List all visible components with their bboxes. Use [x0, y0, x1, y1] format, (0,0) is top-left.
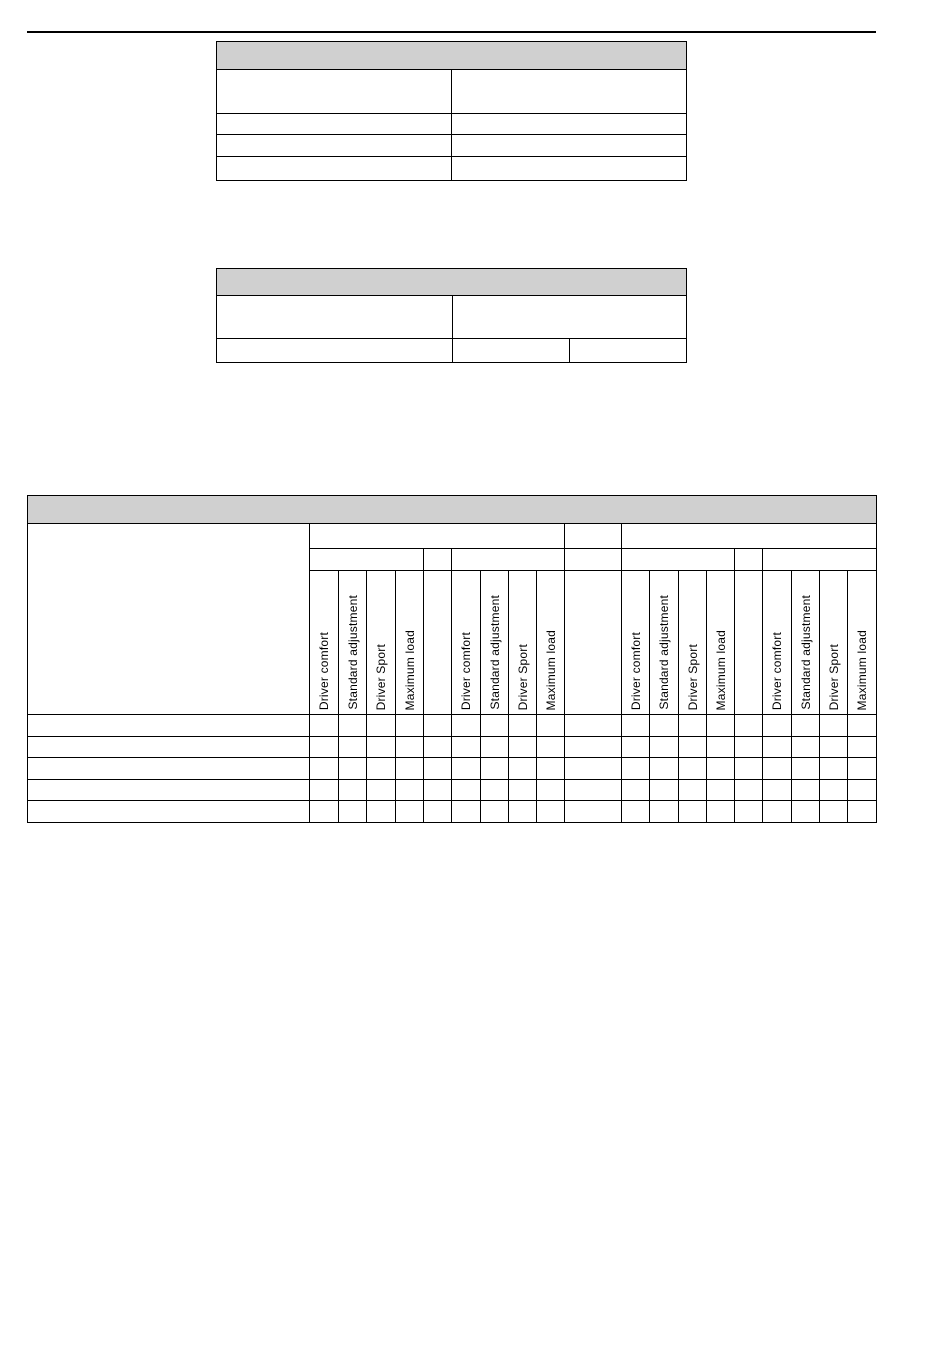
setting-header — [707, 571, 735, 715]
value-cell — [424, 737, 452, 758]
setting-header — [537, 571, 565, 715]
value-cell — [763, 758, 792, 780]
value-cell — [537, 737, 565, 758]
value-cell — [820, 715, 848, 737]
value-cell — [367, 715, 396, 737]
value-cell — [622, 801, 650, 823]
table2-cell — [453, 296, 687, 339]
row-label-cell — [28, 780, 310, 801]
value-cell — [424, 801, 452, 823]
value-cell — [509, 737, 537, 758]
value-cell — [452, 780, 481, 801]
value-cell — [537, 780, 565, 801]
table-row — [28, 715, 877, 737]
table1-cell — [217, 135, 452, 157]
group-header — [565, 524, 622, 549]
value-cell — [792, 780, 820, 801]
table1-cell — [452, 135, 687, 157]
value-cell — [367, 801, 396, 823]
subgroup-header — [452, 549, 565, 571]
value-cell — [537, 715, 565, 737]
table1-cell — [452, 114, 687, 135]
group-header — [310, 524, 565, 549]
value-cell — [735, 715, 763, 737]
value-cell — [707, 758, 735, 780]
form-table-2 — [216, 268, 687, 363]
setting-label: Standard adjustment — [657, 595, 671, 710]
value-cell — [848, 758, 877, 780]
setting-header — [339, 571, 367, 715]
value-cell — [792, 737, 820, 758]
value-cell — [650, 737, 679, 758]
setting-label: Standard adjustment — [798, 595, 813, 710]
value-cell — [848, 780, 877, 801]
value-cell — [820, 737, 848, 758]
setting-label: Driver Sport — [826, 643, 841, 710]
value-cell — [650, 780, 679, 801]
value-cell — [339, 780, 367, 801]
value-cell — [310, 801, 339, 823]
value-cell — [679, 758, 707, 780]
value-cell — [310, 758, 339, 780]
value-cell — [310, 737, 339, 758]
value-cell — [735, 801, 763, 823]
subgroup-header — [622, 549, 735, 571]
value-cell — [848, 801, 877, 823]
group-header — [622, 524, 877, 549]
value-cell — [396, 801, 424, 823]
value-cell — [820, 801, 848, 823]
setting-header — [650, 571, 679, 715]
spacer-cell — [735, 571, 763, 715]
table3-header — [28, 496, 877, 524]
value-cell — [452, 758, 481, 780]
value-cell — [537, 758, 565, 780]
table-row — [28, 737, 877, 758]
value-cell — [707, 715, 735, 737]
value-cell — [679, 780, 707, 801]
table2-cell — [217, 296, 453, 339]
table2-cell — [453, 339, 570, 363]
table2-cell — [217, 339, 453, 363]
row-label-cell — [28, 715, 310, 737]
value-cell — [396, 780, 424, 801]
table1-cell — [217, 157, 452, 181]
value-cell — [679, 715, 707, 737]
row-label-cell — [28, 801, 310, 823]
value-cell — [735, 758, 763, 780]
form-table-1 — [216, 41, 687, 181]
value-cell — [424, 758, 452, 780]
value-cell — [792, 801, 820, 823]
value-cell — [339, 801, 367, 823]
table1-header — [217, 42, 687, 70]
value-cell — [565, 715, 622, 737]
table-row — [28, 801, 877, 823]
value-cell — [735, 780, 763, 801]
setting-label: Driver comfort — [317, 631, 331, 710]
setting-label: Driver comfort — [459, 631, 473, 710]
value-cell — [707, 780, 735, 801]
value-cell — [735, 737, 763, 758]
value-cell — [339, 758, 367, 780]
value-cell — [792, 758, 820, 780]
subgroup-header — [735, 549, 763, 571]
value-cell — [820, 780, 848, 801]
setting-label: Maximum load — [543, 629, 558, 710]
setting-header — [481, 571, 509, 715]
value-cell — [622, 758, 650, 780]
value-cell — [848, 715, 877, 737]
table2-header — [217, 269, 687, 296]
value-cell — [509, 715, 537, 737]
table-row — [28, 758, 877, 780]
value-cell — [339, 715, 367, 737]
setting-label: Driver comfort — [628, 631, 643, 710]
value-cell — [679, 801, 707, 823]
table1-cell — [217, 70, 452, 114]
value-cell — [763, 801, 792, 823]
value-cell — [792, 715, 820, 737]
setting-label: Driver comfort — [770, 631, 784, 710]
settings-matrix-table — [27, 495, 877, 823]
setting-header — [763, 571, 792, 715]
row-label-header — [28, 524, 310, 715]
subgroup-header — [424, 549, 452, 571]
value-cell — [622, 737, 650, 758]
table-row — [28, 780, 877, 801]
setting-label: Maximum load — [855, 629, 870, 710]
value-cell — [622, 780, 650, 801]
setting-label: Driver Sport — [515, 643, 530, 710]
setting-header — [367, 571, 396, 715]
value-cell — [367, 780, 396, 801]
value-cell — [452, 801, 481, 823]
value-cell — [509, 801, 537, 823]
value-cell — [396, 737, 424, 758]
setting-header — [452, 571, 481, 715]
setting-label: Standard adjustment — [345, 595, 360, 710]
value-cell — [481, 780, 509, 801]
table1-cell — [217, 114, 452, 135]
value-cell — [452, 737, 481, 758]
value-cell — [310, 780, 339, 801]
value-cell — [481, 715, 509, 737]
value-cell — [565, 758, 622, 780]
value-cell — [763, 780, 792, 801]
setting-header — [820, 571, 848, 715]
value-cell — [481, 801, 509, 823]
value-cell — [650, 715, 679, 737]
header-rule — [27, 31, 876, 33]
value-cell — [424, 780, 452, 801]
value-cell — [820, 758, 848, 780]
subgroup-header — [763, 549, 877, 571]
value-cell — [481, 737, 509, 758]
spacer-cell — [565, 571, 622, 715]
value-cell — [452, 715, 481, 737]
setting-label: Standard adjustment — [487, 595, 502, 710]
value-cell — [565, 780, 622, 801]
setting-label: Driver Sport — [374, 643, 388, 710]
value-cell — [367, 737, 396, 758]
setting-label: Driver Sport — [685, 643, 700, 710]
value-cell — [424, 715, 452, 737]
value-cell — [310, 715, 339, 737]
value-cell — [537, 801, 565, 823]
value-cell — [707, 801, 735, 823]
subgroup-header — [310, 549, 424, 571]
setting-header — [792, 571, 820, 715]
setting-header — [622, 571, 650, 715]
row-label-cell — [28, 737, 310, 758]
value-cell — [509, 758, 537, 780]
value-cell — [650, 758, 679, 780]
setting-header — [848, 571, 877, 715]
value-cell — [396, 758, 424, 780]
setting-header — [310, 571, 339, 715]
setting-label: Maximum load — [713, 629, 728, 710]
value-cell — [763, 737, 792, 758]
value-cell — [679, 737, 707, 758]
setting-label: Maximum load — [402, 629, 417, 710]
setting-header — [509, 571, 537, 715]
value-cell — [707, 737, 735, 758]
value-cell — [339, 737, 367, 758]
value-cell — [622, 715, 650, 737]
setting-header — [679, 571, 707, 715]
row-label-cell — [28, 758, 310, 780]
value-cell — [509, 780, 537, 801]
subgroup-header — [565, 549, 622, 571]
value-cell — [650, 801, 679, 823]
table1-cell — [452, 70, 687, 114]
value-cell — [848, 737, 877, 758]
spacer-cell — [424, 571, 452, 715]
table2-cell — [570, 339, 687, 363]
value-cell — [481, 758, 509, 780]
setting-header — [396, 571, 424, 715]
table1-cell — [452, 157, 687, 181]
value-cell — [565, 737, 622, 758]
value-cell — [367, 758, 396, 780]
value-cell — [763, 715, 792, 737]
value-cell — [565, 801, 622, 823]
value-cell — [396, 715, 424, 737]
